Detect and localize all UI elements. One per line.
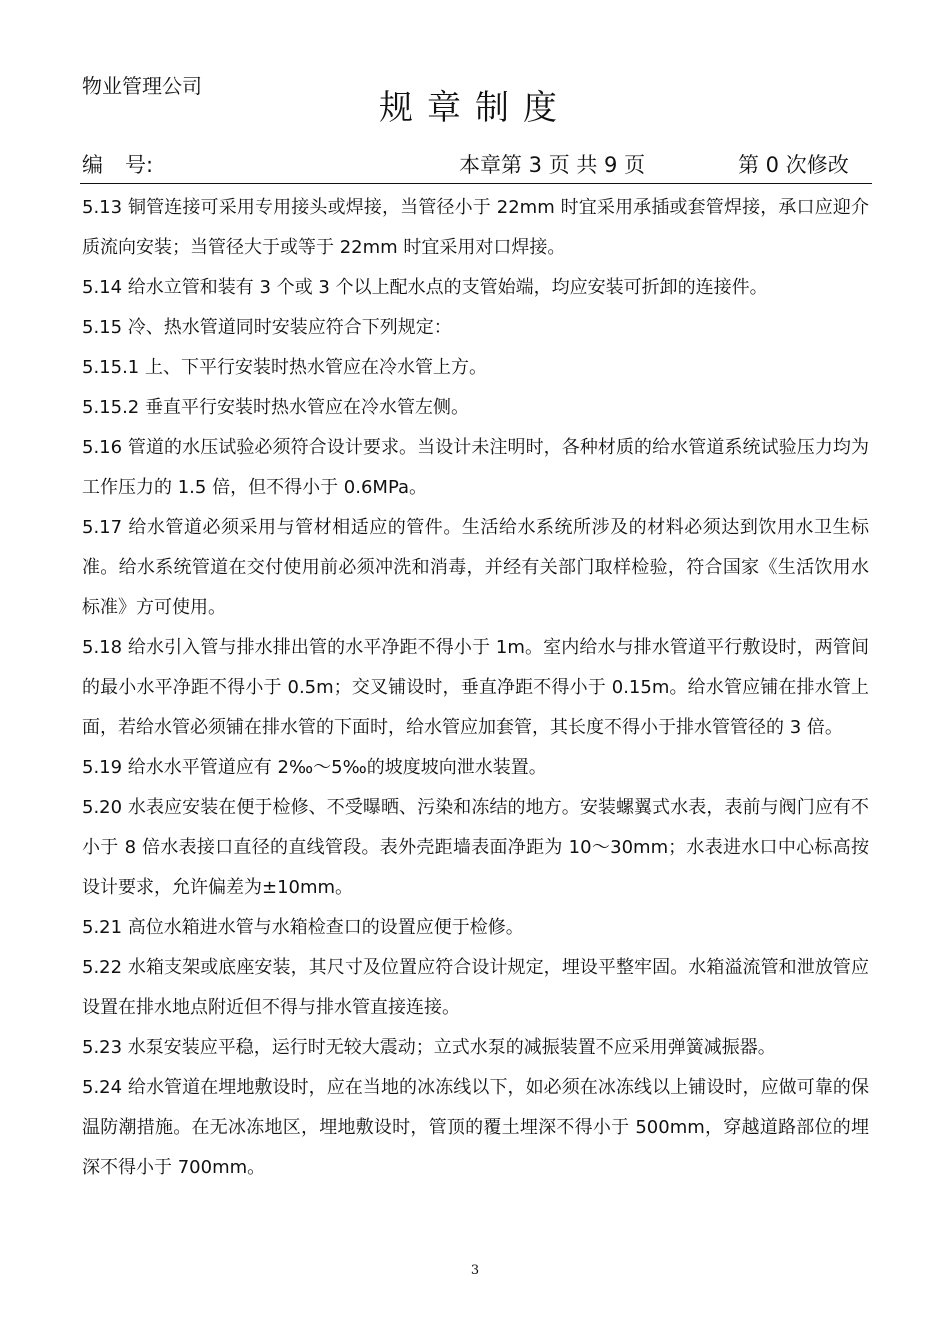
- document-title: 规章制度: [379, 88, 571, 128]
- document-number: [82, 150, 153, 180]
- clause-5-19: 5.19 给水水平管道应有 2‰～5‰的坡度坡向泄水装置。: [82, 757, 547, 778]
- header-rule: [80, 183, 872, 184]
- clause-5-15-1: 5.15.1 上、下平行安装时热水管应在冷水管上方。: [82, 357, 487, 378]
- clause-5-15: 5.15 冷、热水管道同时安装应符合下列规定：: [82, 317, 452, 338]
- company-name: 物业管理公司: [82, 74, 202, 98]
- page-info: 本章第 3 页 共 9 页: [459, 153, 646, 177]
- clause-5-13: 5.13 铜管连接可采用专用接头或焊接，当管径小于 22mm 时宜采用承插或套管焊接，承口应迎介质流向安装；当管径大于或等于 22mm 时宜采用对口焊接。: [82, 197, 869, 258]
- clause-5-14: 5.14 给水立管和装有 3 个或 3 个以上配水点的支管始端，均应安装可折卸的连接件。: [82, 277, 768, 298]
- clause-5-18: 5.18 给水引入管与排水排出管的水平净距不得小于 1m。室内给水与排水管道平行敷设时，两管间的最小水平净距不得小于 0.5m；交叉铺设时，垂直净距不得小于 0.15m。给水管应铺在排水管上面，若给水管必须铺在排水管的下面时，给水管应加套管，其长度不得小于排水管管径的 3 倍。: [82, 637, 869, 738]
- clause-5-16: 5.16 管道的水压试验必须符合设计要求。当设计未注明时，各种材质的给水管道系统试验压力均为工作压力的 1.5 倍，但不得小于 0.6MPa。: [82, 437, 869, 498]
- clause-5-17: 5.17 给水管道必须采用与管材相适应的管件。生活给水系统所涉及的材料必须达到饮用水卫生标准。给水系统管道在交付使用前必须冲洗和消毒，并经有关部门取样检验，符合国家《生活饮用水标准》方可使用。: [82, 517, 869, 618]
- clause-5-21: 5.21 高位水箱进水管与水箱检查口的设置应便于检修。: [82, 917, 524, 938]
- document-number-label-suffix: 号:: [125, 153, 154, 177]
- clause-5-15-2: 5.15.2 垂直平行安装时热水管应在冷水管左侧。: [82, 397, 469, 418]
- clause-5-24: 5.24 给水管道在埋地敷设时，应在当地的冰冻线以下，如必须在冰冻线以上铺设时，应做可靠的保温防潮措施。在无冰冻地区，埋地敷设时，管顶的覆土埋深不得小于 500mm，穿越道路部位的埋深不得小于 700mm。: [82, 1077, 869, 1178]
- clause-5-22: 5.22 水箱支架或底座安装，其尺寸及位置应符合设计规定，埋设平整牢固。水箱溢流管和泄放管应设置在排水地点附近但不得与排水管直接连接。: [82, 957, 869, 1018]
- document-number-label: 编: [82, 153, 103, 177]
- document-body: [82, 188, 869, 1188]
- revision-info: 第 0 次修改: [738, 153, 849, 177]
- page-number: 3: [470, 1263, 480, 1278]
- clause-5-23: 5.23 水泵安装应平稳，运行时无较大震动；立式水泵的减振装置不应采用弹簧减振器。: [82, 1037, 776, 1058]
- clause-5-20: 5.20 水表应安装在便于检修、不受曝晒、污染和冻结的地方。安装螺翼式水表，表前与阀门应有不小于 8 倍水表接口直径的直线管段。表外壳距墙表面净距为 10～30mm；水表进水口中心标高按设计要求，允许偏差为±10mm。: [82, 797, 869, 898]
